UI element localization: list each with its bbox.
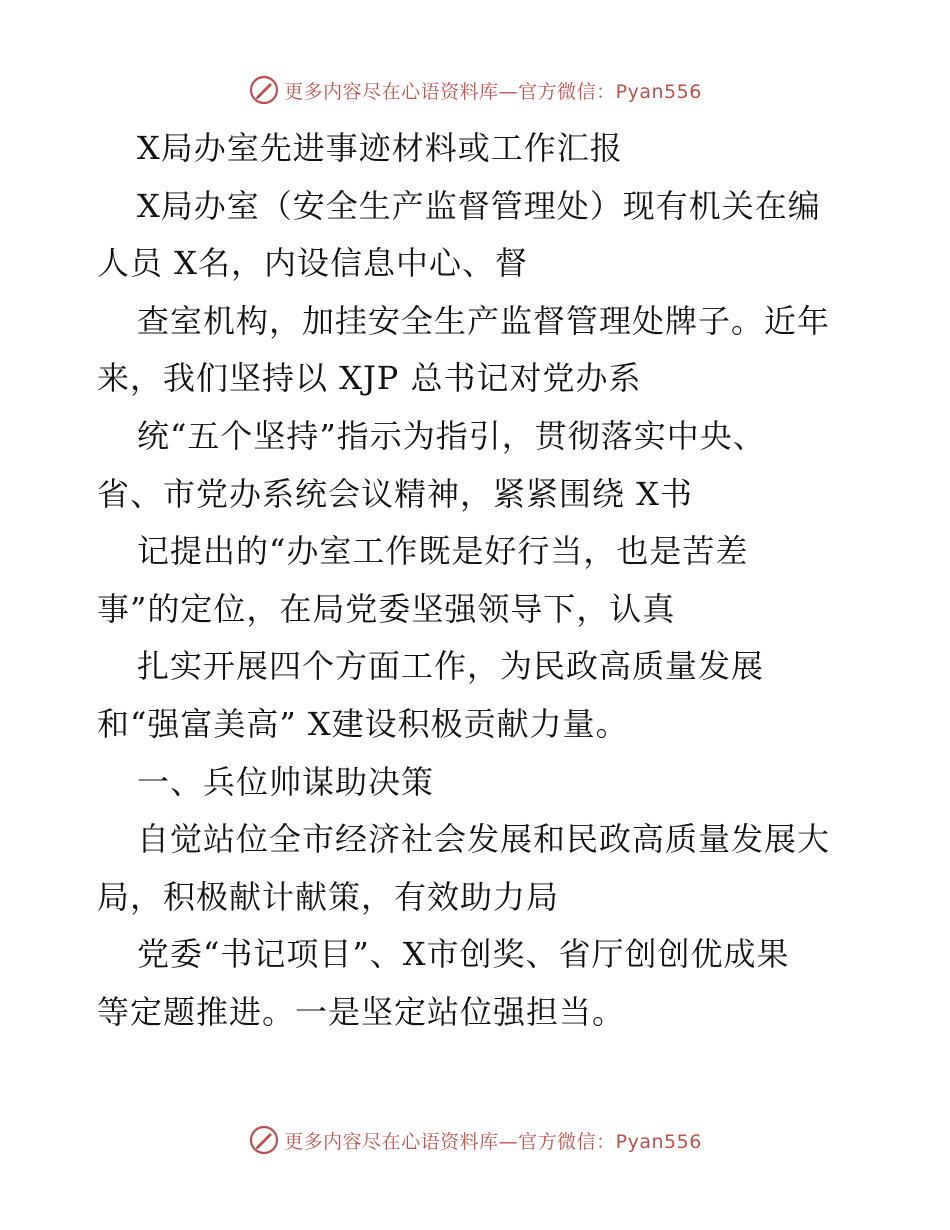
header-banner [0, 70, 950, 110]
paragraph-line: 人员 X名，内设信息中心、督 [97, 244, 528, 283]
paragraph-line: 党委“书记项目”、X市创奖、省厅创创优成果 [137, 935, 790, 974]
paragraph-line: 查室机构，加挂安全生产监督管理处牌子。近年 [137, 301, 831, 340]
paragraph-line: 自觉站位全市经济社会发展和民政高质量发展大 [137, 820, 831, 859]
footer-banner [0, 1120, 950, 1160]
banner-text: 更多内容尽在心语资料库—官方微信：Pyan556 [284, 1130, 702, 1153]
paragraph-line: 局，积极献计献策，有效助力局 [97, 877, 560, 916]
seal-logo-icon [248, 74, 280, 106]
paragraph-line: 省、市党办系统会议精神，紧紧围绕 X书 [97, 474, 693, 513]
paragraph-line: 来，我们坚持以 XJP 总书记对党办系 [97, 359, 642, 398]
paragraph-line: 记提出的“办室工作既是好行当，也是苦差 [137, 532, 749, 571]
document-body [97, 120, 857, 1042]
banner-text: 更多内容尽在心语资料库—官方微信：Pyan556 [284, 80, 702, 103]
paragraph-line: 扎实开展四个方面工作，为民政高质量发展 [137, 647, 765, 686]
paragraph-line: X局办室先进事迹材料或工作汇报 [137, 129, 623, 167]
paragraph-line: 和“强富美高” X建设积极贡献力量。 [97, 704, 629, 743]
seal-logo-icon [248, 1124, 280, 1156]
paragraph-line: 等定题推进。一是坚定站位强担当。 [97, 992, 626, 1031]
paragraph-line: X局办室（安全生产监督管理处）现有机关在编 [137, 186, 821, 225]
paragraph-line: 一、兵位帅谋助决策 [137, 762, 435, 801]
paragraph-line: 统“五个坚持”指示为指引，贯彻落实中央、 [137, 416, 766, 455]
paragraph-line: 事”的定位，在局党委坚强领导下，认真 [97, 589, 676, 628]
